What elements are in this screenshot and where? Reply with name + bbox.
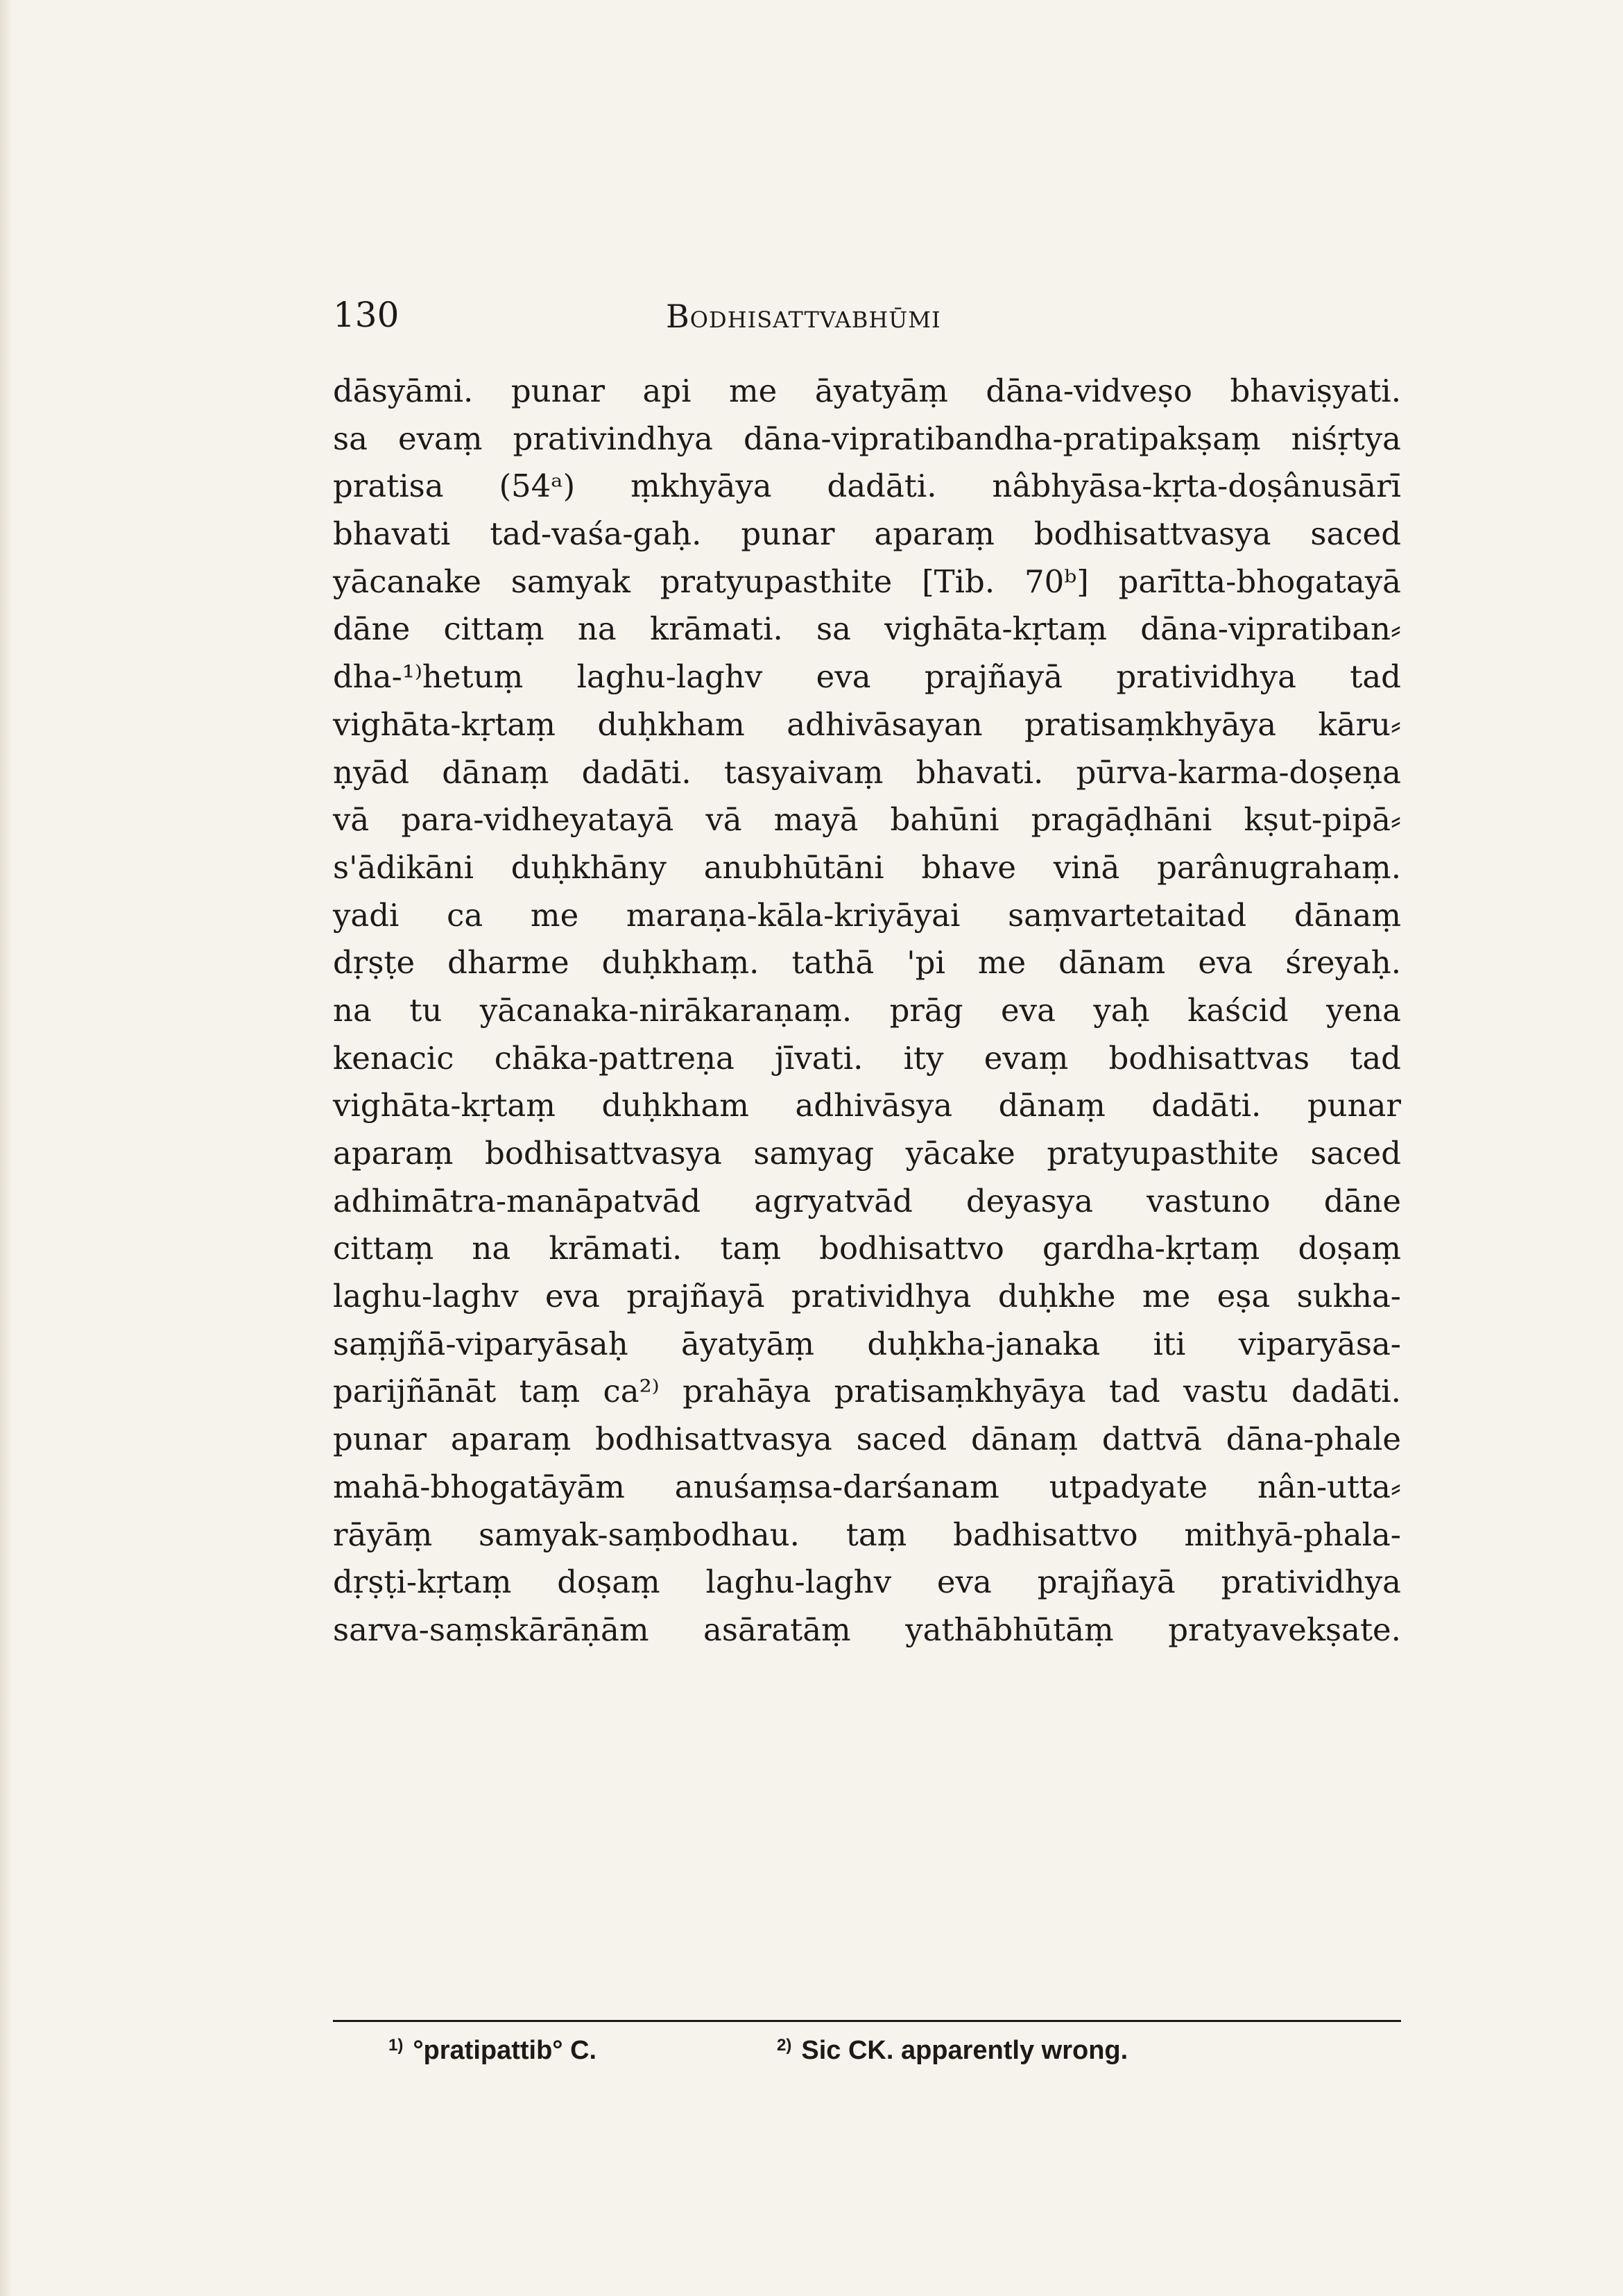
- text-line: s'ādikāni duḥkhāny anubhūtāni bhave vinā parânugrahaṃ.: [333, 848, 1401, 886]
- text-line: pratisa (54ᵃ) ṃkhyāya dadāti. nâbhyāsa-kṛta-doṣânusārī: [333, 468, 1401, 505]
- text-line: na tu yācanaka-nirākaraṇaṃ. prāg eva yaḥ kaścid yena: [333, 991, 1401, 1029]
- text-line: sa evaṃ prativindhya dāna-vipratibandha-pratipakṣaṃ niśṛtya: [333, 420, 1401, 457]
- text-line: dāne cittaṃ na krāmati. sa vighāta-kṛtaṃ dāna-vipratiban⸗: [333, 610, 1401, 648]
- text-line: cittaṃ na krāmati. taṃ bodhisattvo gardha-kṛtaṃ doṣaṃ: [333, 1230, 1401, 1267]
- text-line: dṛṣṭe dharme duḥkhaṃ. tathā 'pi me dānam eva śreyaḥ.: [333, 944, 1401, 982]
- text-line: adhimātra-manāpatvād agryatvād deyasya vastuno dāne: [333, 1182, 1401, 1219]
- footnote-text: °pratipattib° C.: [413, 2036, 597, 2065]
- text-line: sarva-saṃskārāṇām asāratāṃ yathābhūtāṃ pratyavekṣate.: [333, 1611, 1401, 1648]
- page-header: [333, 295, 1401, 343]
- footnote-divider: [333, 2020, 1401, 2022]
- page-number: 130: [333, 295, 400, 335]
- text-line: dṛṣṭi-kṛtaṃ doṣaṃ laghu-laghv eva prajñayā pratividhya: [333, 1563, 1401, 1601]
- footnote-mark: 1): [388, 2036, 404, 2055]
- text-line: parijñānāt taṃ ca²⁾ prahāya pratisaṃkhyāya tad vastu dadāti.: [333, 1373, 1401, 1410]
- text-line: dha-¹⁾hetuṃ laghu-laghv eva prajñayā pratividhya tad: [333, 658, 1401, 696]
- text-line: dāsyāmi. punar api me āyatyāṃ dāna-vidveṣo bhaviṣyati.: [333, 372, 1401, 409]
- text-line: vighāta-kṛtaṃ duḥkham adhivāsayan pratisaṃkhyāya kāru⸗: [333, 705, 1401, 743]
- text-line: saṃjñā-viparyāsaḥ āyatyāṃ duḥkha-janaka iti viparyāsa-: [333, 1325, 1401, 1362]
- text-line: mahā-bhogatāyām anuśaṃsa-darśanam utpadyate nân-utta⸗: [333, 1468, 1401, 1505]
- text-line: bhavati tad-vaśa-gaḥ. punar aparaṃ bodhisattvasya saced: [333, 515, 1401, 553]
- footnote-2: [777, 2036, 1128, 2066]
- text-line: aparaṃ bodhisattvasya samyag yācake pratyupasthite saced: [333, 1135, 1401, 1172]
- scan-margin-shadow: [0, 0, 12, 2296]
- text-line: punar aparaṃ bodhisattvasya saced dānaṃ dattvā dāna-phale: [333, 1421, 1401, 1458]
- footnote-text: Sic CK. apparently wrong.: [801, 2036, 1128, 2065]
- text-line: vighāta-kṛtaṃ duḥkham adhivāsya dānaṃ dadāti. punar: [333, 1087, 1401, 1124]
- body-text: [333, 368, 1401, 1654]
- text-line: rāyāṃ samyak-saṃbodhau. taṃ badhisattvo mithyā-phala-: [333, 1516, 1401, 1553]
- text-line: ṇyād dānaṃ dadāti. tasyaivaṃ bhavati. pūrva-karma-doṣeṇa: [333, 753, 1401, 791]
- text-line: yadi ca me maraṇa-kāla-kriyāyai saṃvartetaitad dānaṃ: [333, 896, 1401, 934]
- footnote-1: [388, 2036, 596, 2066]
- text-line: laghu-laghv eva prajñayā pratividhya duḥkhe me eṣa sukha-: [333, 1278, 1401, 1315]
- footnote-mark: 2): [777, 2036, 792, 2055]
- text-line: kenacic chāka-pattreṇa jīvati. ity evaṃ bodhisattvas tad: [333, 1039, 1401, 1077]
- running-title: Bodhisattvabhūmi: [666, 298, 941, 335]
- text-line: yācanake samyak pratyupasthite [Tib. 70ᵇ] parītta-bhogatayā: [333, 563, 1401, 600]
- text-line: vā para-vidheyatayā vā mayā bahūni pragāḍhāni kṣut-pipā⸗: [333, 801, 1401, 839]
